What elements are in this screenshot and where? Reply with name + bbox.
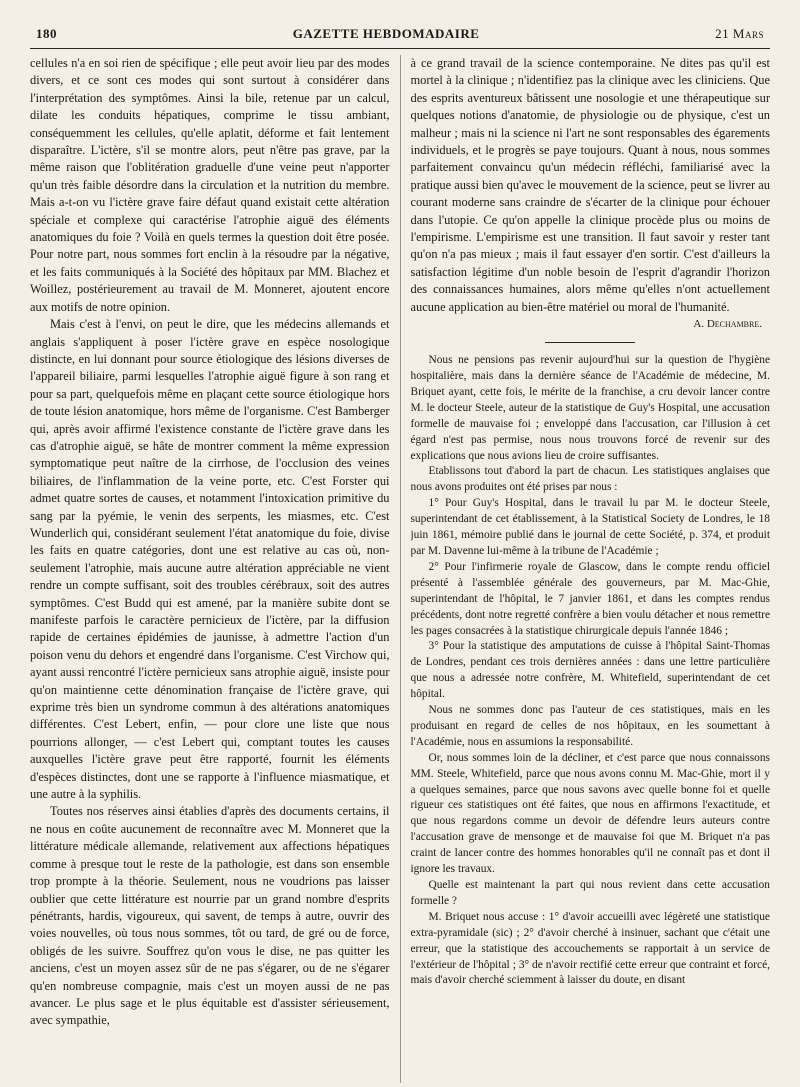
journal-title: GAZETTE HEBDOMADAIRE (292, 26, 480, 41)
issue-date: 21 Mars (715, 26, 764, 41)
paragraph: Nous ne sommes donc pas l'auteur de ces statistiques, mais en les produisant en regard de celles de nos hôpitaux, en les soumettant à l'Académie, nous en assumions la responsabilité. (410, 704, 770, 748)
paragraph: Mais c'est à l'envi, on peut le dire, que les médecins allemands et anglais s'appliquent à poser l'ictère grave en espèce nosologique distincte, en lui donnant pour source étiologique des lésions diverses de l'appareil biliaire, parmi lesquelles l'atrophie aiguë figure à son rang et pour sa part, quelquefois même en plaçant cette source étiologique hors de toute lésion anatomique, hors même de l'organisme. C'est Bamberger qui, après avoir affirmé l'existence constante de l'ictère grave dans les cas d'atrophie aiguë, se hâte de montrer comment la même expression symptomatique peut naître de la cirrhose, de l'occlusion des veines biliaires, de l'inflammation de la veine porte, etc. C'est Forster qui admet quatre sortes de causes, et notamment l'intoxication primitive du sang par la pyémie, le venin des serpents, les miasmes, etc. C'est Wunderlich qui, considérant seulement l'état anatomique du foie, divise les faits en quatre catégories, dont une est relative au cas où, non-seulement l'atrophie, mais aucune autre altération appréciable ne vient rendre un compte suffisant, soit des troubles cérébraux, soit des autres symptômes. C'est Budd qui est amené, par la manière subite dont se manifeste parfois le caractère pernicieux de l'ictère, par la diffusion rapide de certaines épidémies de jaunisse, à admettre l'action d'un poison venu du dehors et engendré dans l'organisme. C'est Virchow qui, ayant aussi rencontré l'ictère pernicieux sans atrophie aiguë, insiste pour qu'on maintienne cette dénomination française de l'ictère grave, qui exprime très bien un syndrome commun à des altérations anatomiques différentes. C'est Lebert, enfin, — pour clore une liste que nous pourrions allonger, — c'est Lebert qui, comptant toutes les causes auxquelles l'ictère grave peut être rapporté, fournit les éléments d'espèces distinctes, dont une se rapporte à l'influence miasmatique, et une autre à la syphilis. (30, 317, 390, 802)
left-column (30, 55, 401, 1083)
article-columns (30, 55, 770, 1083)
section-divider (545, 342, 635, 343)
paragraph: M. Briquet nous accuse : 1° d'avoir accueilli avec légèreté une statistique extra-pyramidale (sic) ; 2° d'avoir cherché à insinuer, sachant que c'était une erreur, que la statistique des accouchements se rapportait à un service de l'extérieur de l'hôpital ; 3° de n'avoir rectifié cette erreur que contraint et forcé, mais d'avoir cherché sciemment à laisser du doute, en disant (410, 910, 770, 987)
paragraph: Etablissons tout d'abord la part de chacun. Les statistiques anglaises que nous avons produites ont été prises par nous : (410, 465, 770, 494)
right-column (411, 55, 771, 1083)
paragraph: cellules n'a en soi rien de spécifique ; elle peut avoir lieu par des modes divers, et ce sont ces modes qui sont surtout à considérer dans l'interprétation des symptômes. Ainsi la bile, retenue par un calcul, dilate les conduits hépatiques, comprime le tissu ambiant, conséquemment les cellules, qu'elle aplatit, déforme et fait lentement disparaître. L'ictère, s'il se montre alors, peut n'être pas grave, par la même raison que l'oblitération graduelle d'une veine peut n'apporter qu'un très faible désordre dans la circulation et la nutrition du membre. Mais a-t-on vu l'ictère grave faire défaut quand existait cette altération spéciale et complexe qui caractérise l'atrophie aiguë des éléments anatomiques du foie ? Voilà en quels termes la question doit être posée. Pour notre part, nous sommes fort enclin à la résoudre par la négative, et les faits communiqués à la Société des hôpitaux par MM. Blachez et Woillez, postérieurement au travail de M. Monneret, ajoutent encore aux motifs de notre opinion. (30, 56, 390, 314)
page-header (30, 26, 770, 49)
page-number: 180 (36, 26, 57, 41)
paragraph: à ce grand travail de la science contemporaine. Ne dites pas qu'il est mortel à la clinique ; n'identifiez pas la clinique avec les cliniciens. Que des esprits aventureux bâtissent une nosologie et une thérapeutique sur quelques notions d'anatomie, de physiologie ou de physique, c'est un malheur ; mais ni la science ni l'art ne sont responsables des égarements individuels, et le progrès se paye toujours. Quant à nous, nous sommes parfaitement convaincu qu'un médecin réfléchi, familiarisé avec la pratique aussi bien qu'avec le mouvement de la science, peut se livrer au courant moderne sans craindre de s'écarter de la clinique pour échouer dans l'utopie. Ce qu'on appelle la clinique procède plus ou moins de l'empirisme. L'empirisme est une transition. Il faut savoir y rester tant qu'on n'a pas mieux ; mais il faut essayer d'en sortir. C'est d'ailleurs la satisfaction légitime d'un noble besoin de l'esprit d'agrandir l'horizon des connaissances humaines, alors même qu'elles n'ont actuellement aucune application au bien-être matériel ou moral de l'humanité. (410, 56, 770, 314)
list-item: 1° Pour Guy's Hospital, dans le travail lu par M. le docteur Steele, superintendant de cet établissement, à la Statistical Society de Londres, le 18 juin 1861, mémoire publié dans le journal de cette Société, p. 374, et produit par M. Davenne lui-même à la tribune de l'Académie ; (410, 497, 770, 557)
paragraph: Toutes nos réserves ainsi établies d'après des documents certains, il ne nous en coûte aucunement de reconnaître avec M. Monneret que la littérature médicale allemande, relativement aux affections hépatiques comme à presque tout le reste de la pathologie, est dans son ensemble trop prompte à la théorie. Seulement, nous ne voudrions pas laisser oublier que cette littérature est nourrie par un grand nombre d'esprits pénétrants, hardis, vigoureux, qui savent, de temps à autre, ouvrir des voies nouvelles, où tous nous sommes, tôt ou tard, de gré ou de force, obligés de les suivre. Souffrez qu'on vous le dise, ne pas quitter les anciens, c'est un moyen assez sûr de ne pas s'égarer, ou de ne s'égarer qu'en nombreuse compagnie, mais c'est un moyen aussi de ne pas avancer. Le plus sage et le plus équitable est d'assister sérieusement, avec sympathie, (30, 804, 390, 1028)
author-signature: A. Dechambre. (693, 318, 762, 331)
list-item: 2° Pour l'infirmerie royale de Glascow, dans le compte rendu officiel présenté à l'assemblée générale des gouverneurs, par M. Mac-Ghie, superintendant de l'hôpital, le 7 janvier 1861, et dans les comptes rendus précédents, dont notre regretté confrère a bien voulu détacher et nous remettre les pages consacrées à la statistique chirurgicale depuis l'année 1846 ; (410, 560, 770, 637)
paragraph: Or, nous sommes loin de la décliner, et c'est parce que nous connaissons MM. Steele, Whitefield, parce que nous avons connu M. Mac-Ghie, mort il y a quelques semaines, parce que nous savons avec quelle bonne foi et quelle rigueur ces statistiques ont été faites, que nous en affirmons l'exactitude, et que nous regardons comme un devoir de défendre leurs auteurs contre l'accusation grave de mensonge et de mauvaise foi que M. Briquet n'a pas craint de lancer contre des hommes honorables qu'il ne connaît pas et dont il ignore les travaux. (410, 751, 770, 876)
paragraph: Quelle est maintenant la part qui nous revient dans cette accusation formelle ? (410, 879, 770, 907)
paragraph: Nous ne pensions pas revenir aujourd'hui sur la question de l'hygiène hospitalière, mais dans la dernière séance de l'Académie de médecine, M. Briquet ayant, cette fois, le mérite de la franchise, a cru devoir lancer contre M. le docteur Steele, auteur de la statistique de Guy's Hospital, une accusation formelle de mauvaise foi ; enveloppé dans l'accusation, car l'illusion à cet égard n'est pas permise, nous nous trouvons forcé de revenir sur des explications que nous avions lieu de croire suffisantes. (410, 354, 770, 462)
list-item: 3° Pour la statistique des amputations de cuisse à l'hôpital Saint-Thomas de Londres, pendant ces trois dernières années : dans une lettre particulière que nous a adressée notre confrère, M. Whitefield, superintendant de cet hôpital. (410, 640, 770, 701)
